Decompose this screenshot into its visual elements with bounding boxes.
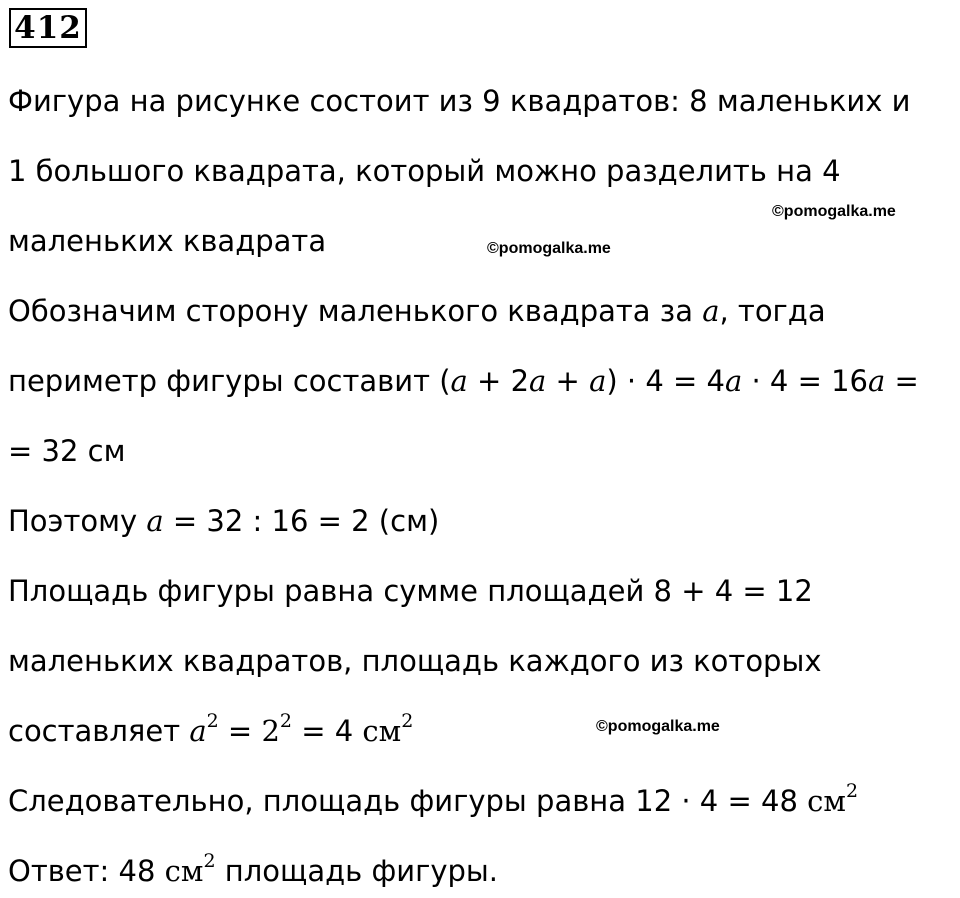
text-line-2: 1 большого квадрата, который можно разделить на 4 (8, 154, 841, 188)
text-line-3: маленьких квадрата (8, 224, 327, 258)
text-line-4: Обозначим сторону маленького квадрата за a, тогда (8, 294, 826, 328)
text-line-11: Следовательно, площадь фигуры равна 12 · 4 = 48 $см^2$ (8, 780, 859, 818)
text-line-6: = 32 см (8, 434, 126, 468)
watermark: ©pomogalka.me (772, 203, 896, 220)
text-line-7: Поэтому a = 32 : 16 = 2 (см) (8, 504, 440, 538)
answer-line: Ответ: 48 $см^2$ площадь фигуры. (8, 850, 499, 888)
task-number: 412 (9, 8, 87, 48)
text-line-5: периметр фигуры составит (a + 2a + a) · 4 = 4a · 4 = 16a = (8, 364, 919, 398)
watermark: ©pomogalka.me (487, 240, 611, 257)
text-line-8: Площадь фигуры равна сумме площадей 8 + 4 = 12 (8, 574, 813, 608)
text-line-9: маленьких квадратов, площадь каждого из которых (8, 644, 822, 678)
watermark: ©pomogalka.me (596, 718, 720, 735)
text-line-1: Фигура на рисунке состоит из 9 квадратов: 8 маленьких и (8, 84, 911, 118)
text-line-10: составляет $a^2 = 2^2 = 4$ $см^2$ (8, 710, 414, 748)
